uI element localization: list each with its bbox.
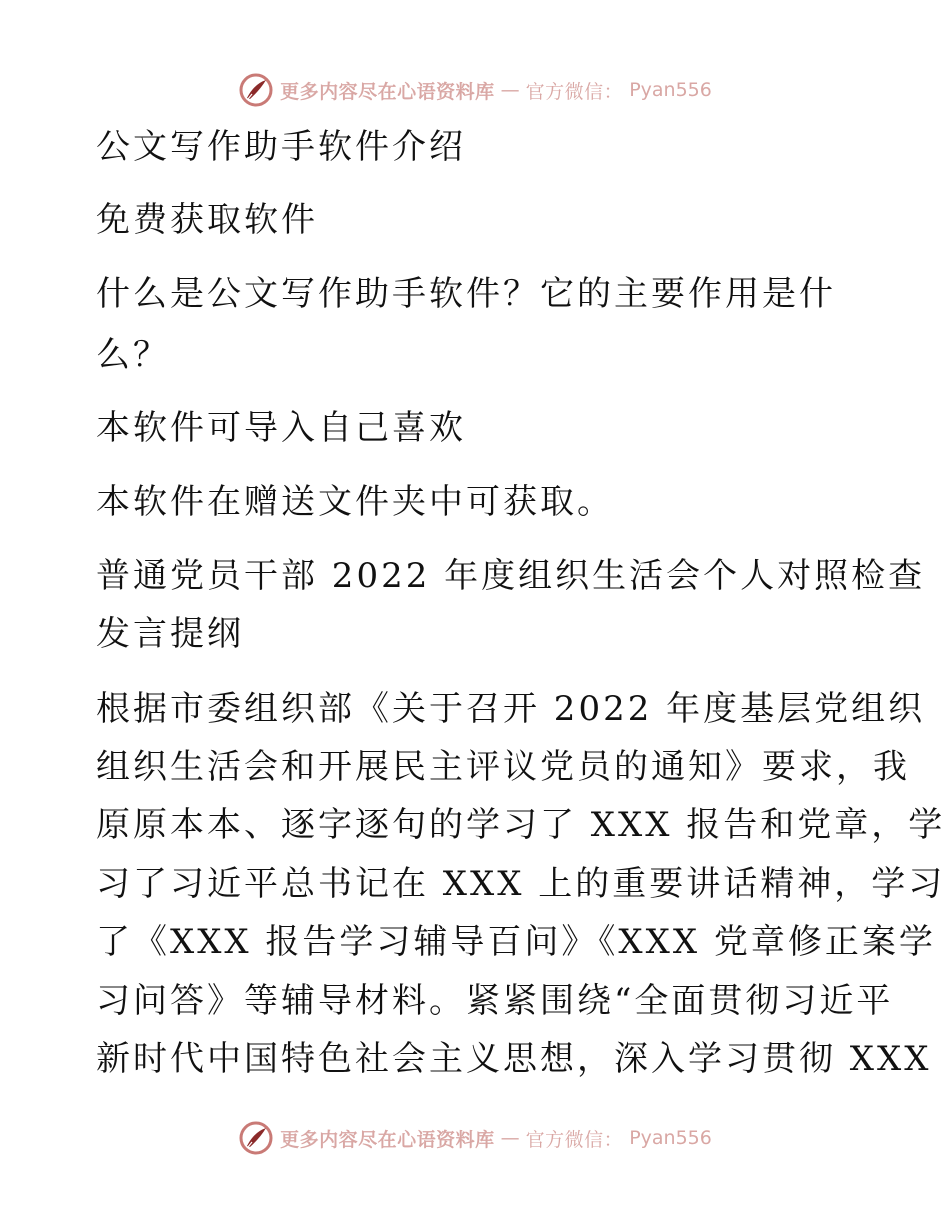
text-line: 习问答》等辅导材料。紧紧围绕“全面贯彻习近平: [96, 981, 894, 1021]
quill-logo-icon: [238, 1120, 274, 1156]
text-line: 么？: [96, 335, 170, 375]
text-line: 新时代中国特色社会主义思想，深入学习贯彻 XXX: [96, 1039, 932, 1079]
section-heading: 普通党员干部 2022 年度组织生活会个人对照检查: [96, 556, 926, 596]
text-line: 什么是公文写作助手软件？它的主要作用是什: [96, 274, 836, 314]
text-line: 根据市委组织部《关于召开 2022 年度基层党组织: [96, 689, 926, 729]
text-line: 习了习近平总书记在 XXX 上的重要讲话精神，学习: [96, 864, 946, 904]
text-line: 免费获取软件: [96, 200, 318, 240]
banner-title: 更多内容尽在心语资料库: [280, 80, 495, 103]
text-line: 本软件在赠送文件夹中可获取。: [96, 482, 614, 522]
banner-wechat-label: 官方微信：: [525, 1128, 624, 1151]
doc-title: 公文写作助手软件介绍: [96, 127, 466, 167]
text-line: 原原本本、逐字逐句的学习了 XXX 报告和党章，学: [96, 805, 946, 845]
section-heading: 发言提纲: [96, 614, 244, 654]
text-line: 了《XXX 报告学习辅导百问》《XXX 党章修正案学: [96, 922, 936, 962]
text-line: 组织生活会和开展民主评议党员的通知》要求，我: [96, 747, 910, 787]
text-line: 本软件可导入自己喜欢: [96, 408, 466, 448]
banner-wechat-id: Pyan556: [629, 79, 712, 101]
banner-title: 更多内容尽在心语资料库: [280, 1128, 495, 1151]
header-banner: [0, 70, 950, 110]
banner-separator: —: [500, 79, 520, 101]
footer-banner: [0, 1118, 950, 1158]
quill-logo-icon: [238, 72, 274, 108]
banner-wechat-id: Pyan556: [629, 1127, 712, 1149]
banner-separator: —: [500, 1127, 520, 1149]
banner-wechat-label: 官方微信：: [525, 80, 624, 103]
